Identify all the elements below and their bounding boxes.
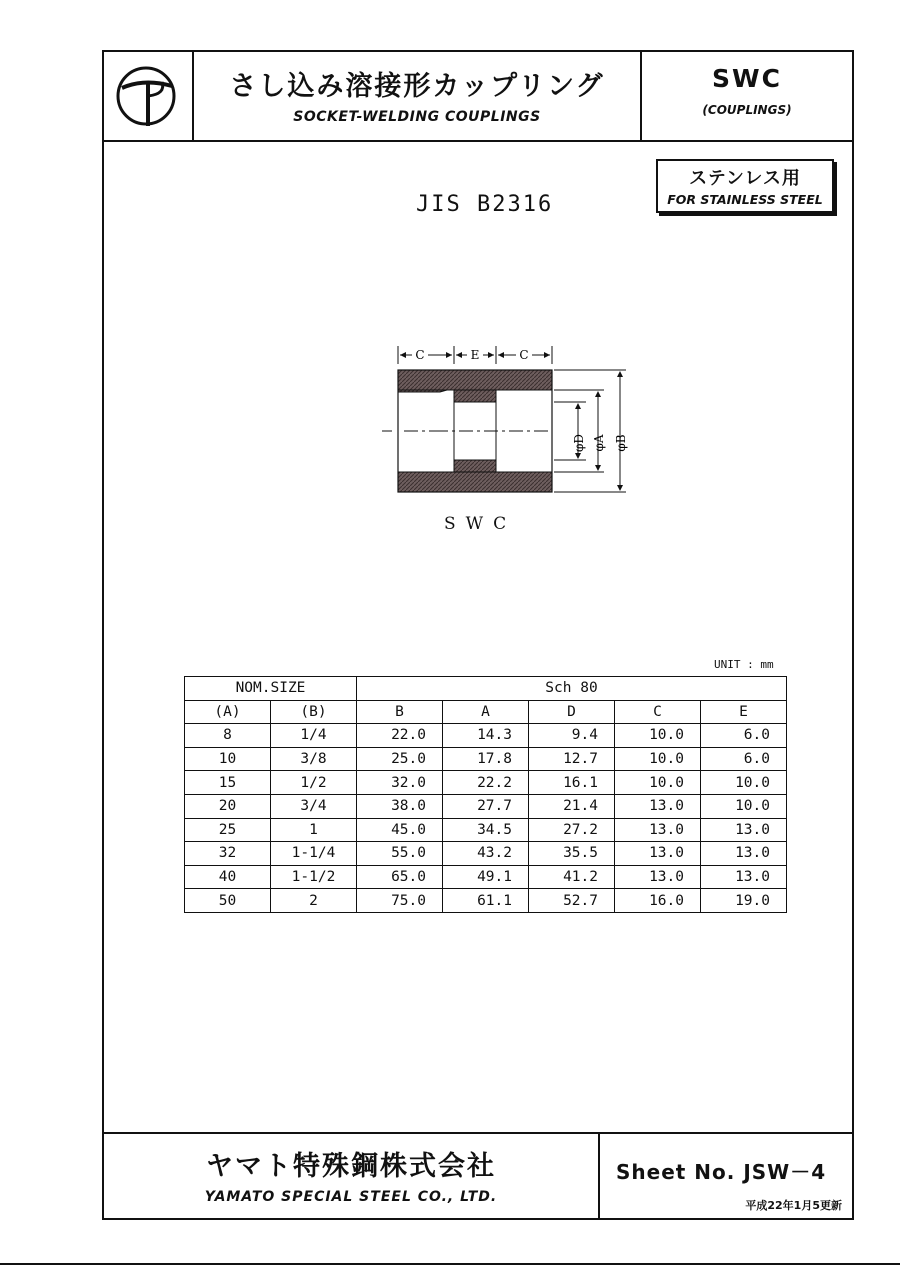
table-cell: 6.0: [701, 747, 787, 771]
coupling-drawing: [374, 342, 654, 512]
table-cell: 19.0: [701, 889, 787, 913]
table-cell: 2: [271, 889, 357, 913]
standard-number: JIS B2316: [416, 192, 554, 217]
product-code-block: [642, 52, 852, 140]
company-name-japanese: ヤマト特殊鋼株式会社: [206, 1151, 496, 1182]
footer: [104, 1132, 852, 1220]
table-cell: 1: [271, 818, 357, 842]
table-cell: 3/4: [271, 794, 357, 818]
table-cell: 52.7: [529, 889, 615, 913]
product-code-subtitle: (COUPLINGS): [702, 103, 792, 117]
table-cell: 6.0: [701, 724, 787, 748]
title-block: [194, 52, 642, 140]
sheet-number: Sheet No. JSW－4: [616, 1160, 827, 1184]
sheet-info-block: [600, 1134, 852, 1220]
table-row: [185, 724, 787, 748]
dim-d-label: φD: [572, 433, 586, 453]
revision-date: 平成22年1月5更新: [745, 1199, 842, 1212]
schedule-header: Sch 80: [357, 677, 787, 701]
company-name-english: YAMATO SPECIAL STEEL CO., LTD.: [204, 1189, 498, 1205]
company-logo: [104, 52, 194, 140]
logo-mark-icon: [104, 52, 192, 140]
dim-a-label: φA: [592, 434, 606, 452]
table-cell: 1/2: [271, 771, 357, 795]
table-cell: 65.0: [357, 865, 443, 889]
table-cell: 16.1: [529, 771, 615, 795]
table-cell: 17.8: [443, 747, 529, 771]
table-row: [185, 842, 787, 866]
dim-c-left-label: C: [415, 348, 425, 362]
table-cell: 20: [185, 794, 271, 818]
table-cell: 55.0: [357, 842, 443, 866]
table-cell: 32.0: [357, 771, 443, 795]
title-english: SOCKET-WELDING COUPLINGS: [293, 109, 541, 125]
table-row: [185, 889, 787, 913]
dimension-table: [184, 676, 787, 913]
company-block: [104, 1134, 600, 1220]
unit-label: UNIT : mm: [714, 658, 774, 671]
table-cell: 32: [185, 842, 271, 866]
dim-e-label: E: [470, 348, 480, 362]
table-row: [185, 747, 787, 771]
table-cell: 22.0: [357, 724, 443, 748]
title-japanese: さし込み溶接形カップリング: [229, 71, 605, 102]
table-cell: 41.2: [529, 865, 615, 889]
table-cell: 13.0: [701, 842, 787, 866]
table-cell: 27.2: [529, 818, 615, 842]
table-cell: 13.0: [615, 818, 701, 842]
table-header-row: [185, 677, 787, 701]
table-cell: 10.0: [615, 724, 701, 748]
table-row: [185, 818, 787, 842]
product-code: SWC: [712, 64, 782, 93]
table-cell: 38.0: [357, 794, 443, 818]
header: [104, 52, 852, 142]
column-header: C: [615, 700, 701, 724]
table-cell: 13.0: [701, 865, 787, 889]
table-cell: 21.4: [529, 794, 615, 818]
column-header: B: [357, 700, 443, 724]
spec-sheet: [102, 50, 854, 1220]
table-cell: 10.0: [701, 771, 787, 795]
table-cell: 8: [185, 724, 271, 748]
stainless-badge-japanese: ステンレス用: [689, 168, 801, 189]
table-cell: 10.0: [615, 747, 701, 771]
table-cell: 22.2: [443, 771, 529, 795]
table-cell: 40: [185, 865, 271, 889]
table-cell: 27.7: [443, 794, 529, 818]
table-cell: 45.0: [357, 818, 443, 842]
table-cell: 43.2: [443, 842, 529, 866]
column-header: (A): [185, 700, 271, 724]
page-bottom-rule: [0, 1263, 900, 1265]
table-cell: 1/4: [271, 724, 357, 748]
dim-b-label: φB: [614, 434, 628, 452]
table-cell: 16.0: [615, 889, 701, 913]
table-cell: 35.5: [529, 842, 615, 866]
table-row: [185, 794, 787, 818]
table-body: [185, 724, 787, 913]
column-header: A: [443, 700, 529, 724]
table-cell: 25.0: [357, 747, 443, 771]
table-cell: 25: [185, 818, 271, 842]
table-cell: 13.0: [615, 865, 701, 889]
table-cell: 1-1/2: [271, 865, 357, 889]
drawing-label: SWC: [444, 514, 517, 534]
table-cell: 75.0: [357, 889, 443, 913]
stainless-badge: [656, 159, 834, 213]
table-row: [185, 865, 787, 889]
column-header: E: [701, 700, 787, 724]
table-cell: 15: [185, 771, 271, 795]
nom-size-header: NOM.SIZE: [185, 677, 357, 701]
table-cell: 3/8: [271, 747, 357, 771]
table-cell: 13.0: [615, 794, 701, 818]
table-cell: 34.5: [443, 818, 529, 842]
table-cell: 13.0: [701, 818, 787, 842]
table-cell: 12.7: [529, 747, 615, 771]
table-cell: 13.0: [615, 842, 701, 866]
column-header: (B): [271, 700, 357, 724]
table-cell: 10.0: [701, 794, 787, 818]
table-cell: 14.3: [443, 724, 529, 748]
table-cell: 50: [185, 889, 271, 913]
dim-c-right-label: C: [519, 348, 529, 362]
table-cell: 61.1: [443, 889, 529, 913]
stainless-badge-english: FOR STAINLESS STEEL: [667, 192, 823, 207]
table-cell: 49.1: [443, 865, 529, 889]
table-row: [185, 771, 787, 795]
table-column-row: [185, 700, 787, 724]
table-cell: 10: [185, 747, 271, 771]
table-cell: 9.4: [529, 724, 615, 748]
table-cell: 1-1/4: [271, 842, 357, 866]
column-header: D: [529, 700, 615, 724]
table-cell: 10.0: [615, 771, 701, 795]
